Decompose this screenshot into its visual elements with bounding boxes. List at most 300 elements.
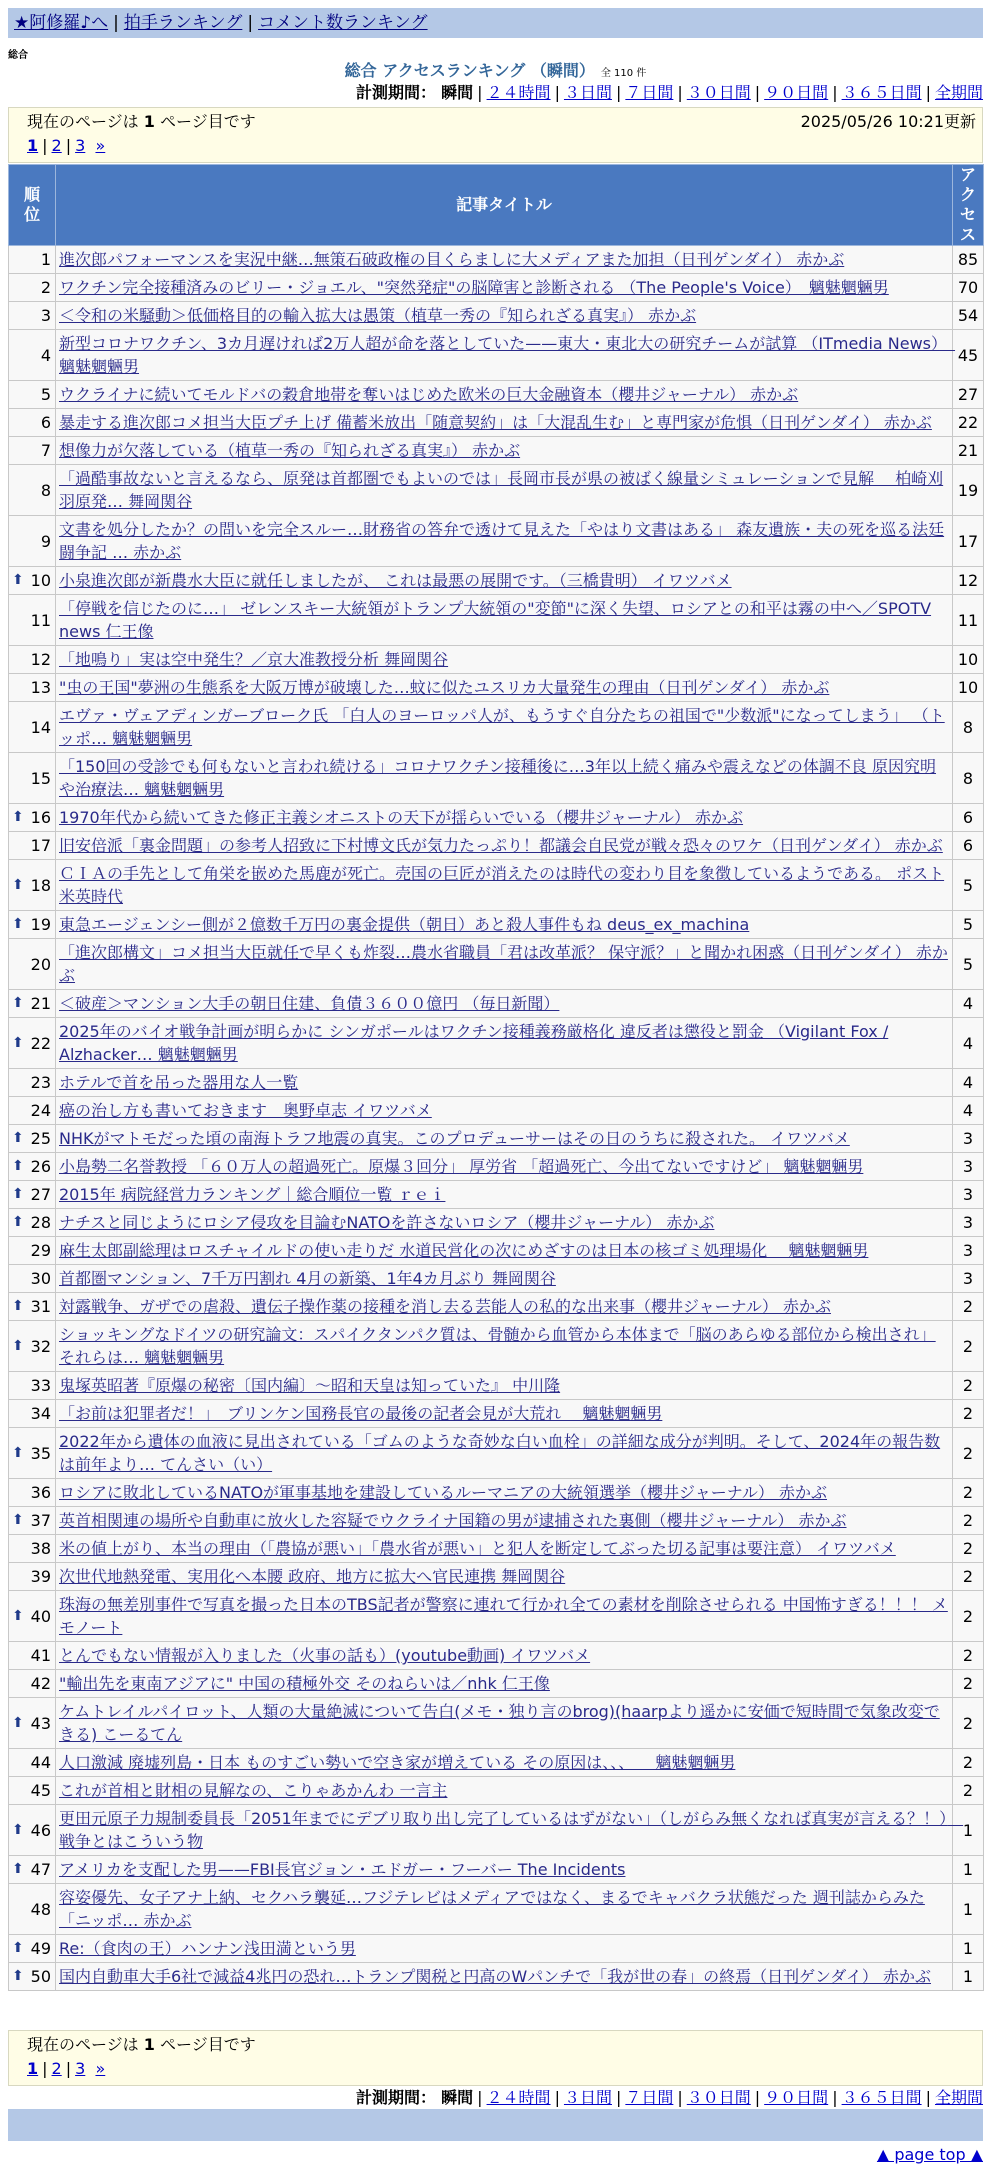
rank-cell — [9, 1535, 56, 1563]
article-link[interactable]: 1970年代から続いてきた修正主義シオニストの天下が揺らいでいる（櫻井ジャーナル） 赤かぶ — [59, 808, 744, 827]
article-link[interactable]: 想像力が欠落している（植草一秀の『知られざる真実』） 赤かぶ — [59, 441, 521, 460]
rank-cell — [9, 832, 56, 860]
title-cell — [56, 330, 956, 381]
table-row — [9, 1237, 984, 1265]
rank-number: 5 — [40, 385, 51, 404]
page-info-top — [8, 107, 983, 163]
access-count: 1 — [953, 1805, 984, 1856]
table-header-row — [9, 165, 984, 246]
article-link[interactable]: 暴走する進次郎コメ担当大臣プチ上げ 備蓄米放出「随意契約」は「大混乱生む」と専門家が危惧（日刊ゲンダイ） 赤かぶ — [59, 413, 932, 432]
title-cell — [56, 990, 953, 1018]
article-link[interactable]: ナチスと同じようにロシア侵攻を目論むNATOを許さないロシア（櫻井ジャーナル） 赤かぶ — [59, 1213, 715, 1232]
rank-number: 31 — [30, 1297, 51, 1316]
table-row — [9, 1097, 984, 1125]
pager-bottom: 1 | 2 | 3 » — [27, 2059, 106, 2078]
rank-number: 23 — [30, 1073, 51, 1092]
article-link[interactable]: 「150回の受診でも何もないと言われ続ける」コロナワクチン接種後に…3年以上続く痛みや震えなどの体調不良 原因究明や治療法… 魑魅魍魎男 — [59, 757, 937, 799]
article-link[interactable]: 次世代地熱発電、実用化へ本腰 政府、地方に拡大へ官民連携 舞岡関谷 — [59, 1567, 566, 1586]
header-title: 記事タイトル — [56, 165, 953, 246]
access-count: 2 — [953, 1507, 984, 1535]
rank-cell — [9, 1884, 56, 1935]
period-link-3d-bottom[interactable]: ３日間 — [563, 2088, 612, 2107]
up-arrow-icon: ⬆ — [12, 1034, 24, 1051]
title-cell — [56, 702, 953, 753]
pager-top: 1 | 2 | 3 » — [27, 136, 106, 155]
table-row — [9, 516, 984, 567]
pager-page-1[interactable]: 1 — [27, 136, 39, 155]
title-cell — [56, 409, 953, 437]
access-count: 4 — [953, 1018, 984, 1069]
title-cell — [56, 1479, 953, 1507]
table-row — [9, 832, 984, 860]
article-link[interactable]: これが首相と財相の見解なの、こりゃあかんわ 一言主 — [59, 1781, 448, 1800]
article-link[interactable]: ＜破産＞マンション大手の朝日住建、負債３６００億円 （毎日新聞） — [59, 994, 560, 1013]
article-link[interactable]: 癌の治し方も書いておきます 奥野卓志 イワツバメ — [59, 1101, 432, 1120]
rank-cell — [9, 702, 56, 753]
rank-number: 17 — [30, 836, 51, 855]
title-cell — [56, 1321, 953, 1372]
title-cell — [56, 1591, 953, 1642]
table-row — [9, 274, 984, 302]
table-row — [9, 1507, 984, 1535]
table-row — [9, 1963, 984, 1991]
title-cell — [56, 804, 953, 832]
rank-cell — [9, 1069, 56, 1097]
title-cell — [56, 1018, 953, 1069]
rank-cell — [9, 1856, 56, 1884]
rank-number: 14 — [30, 717, 51, 737]
rank-number: 25 — [30, 1129, 51, 1148]
access-count: 2 — [953, 1749, 984, 1777]
article-link[interactable]: 首都圏マンション、7千万円割れ 4月の新築、1年4カ月ぶり 舞岡関谷 — [59, 1269, 556, 1288]
rank-cell — [9, 1293, 56, 1321]
up-arrow-icon: ⬆ — [12, 1158, 24, 1174]
up-arrow-icon: ⬆ — [12, 1714, 24, 1731]
article-link[interactable]: 国内自動車大手6社で減益4兆円の恐れ…トランプ関税と円高のWパンチで「我が世の春」の終焉（日刊ゲンダイ） 赤かぶ — [59, 1967, 931, 1986]
rank-cell — [9, 1400, 56, 1428]
article-link[interactable]: 小島勢二名誉教授 「６０万人の超過死亡。原爆３回分」 厚労省 「超過死亡、今出てないですけど」 魑魅魍魎男 — [59, 1157, 864, 1176]
rank-number: 38 — [30, 1539, 51, 1558]
rank-cell — [9, 567, 56, 595]
title-cell — [56, 381, 953, 409]
up-arrow-icon: ⬆ — [12, 1821, 24, 1838]
access-count: 5 — [953, 939, 984, 990]
table-row — [9, 1805, 984, 1856]
rank-number: 45 — [30, 1781, 51, 1800]
title-cell — [56, 595, 953, 646]
rank-number: 18 — [30, 875, 51, 895]
title-cell — [56, 1563, 953, 1591]
rank-number: 9 — [40, 531, 51, 551]
up-arrow-icon: ⬆ — [12, 1337, 24, 1354]
access-count: 3 — [953, 1153, 984, 1181]
article-link[interactable]: アメリカを支配した男——FBI長官ジョン・エドガー・フーバー The Incidents — [59, 1860, 626, 1879]
title-cell — [56, 832, 953, 860]
article-link[interactable]: 鬼塚英昭著『原爆の秘密〔国内編〕～昭和天皇は知っていた』 中川隆 — [59, 1376, 561, 1395]
pager-page-3-bottom[interactable]: 3 — [75, 2059, 86, 2078]
article-link[interactable]: 英首相関連の場所や自動車に放火した容疑でウクライナ国籍の男が逮捕された裏側（櫻井ジャーナル） 赤かぶ — [59, 1511, 847, 1530]
page-top-link[interactable]: ▲ page top ▲ — [876, 2145, 983, 2164]
title-cell — [56, 860, 953, 911]
article-link[interactable]: ケムトレイルパイロット、人類の大量絶滅について告白(メモ・独り言のbrog)(haarpより遥かに安価で短時間で気象改変できる) こーるてん — [59, 1702, 940, 1744]
period-selector-bottom: 計測期間： 瞬間 | ２４時間 | ３日間 | ７日間 | ３０日間 | ９０日間 | ３６５日間 | 全期間 — [356, 2088, 983, 2107]
period-link-all[interactable]: 全期間 — [934, 83, 983, 102]
table-row — [9, 1209, 984, 1237]
rank-cell — [9, 1018, 56, 1069]
ranking-table — [8, 164, 984, 1991]
rank-cell — [9, 1642, 56, 1670]
title-cell — [56, 1535, 953, 1563]
up-arrow-icon: ⬆ — [12, 1512, 24, 1528]
article-link[interactable]: ＣＩＡの手先として角栄を嵌めた馬鹿が死亡。売国の巨匠が消えたのは時代の変わり目を象徴しているようである。 ポスト米英時代 — [59, 864, 945, 906]
rank-cell — [9, 330, 56, 381]
nav-link-asyura[interactable]: ★阿修羅♪へ — [14, 13, 109, 33]
article-link[interactable]: 「停戦を信じたのに…」 ゼレンスキー大統領がトランプ大統領の"変節"に深く失望、ロシアとの和平は霧の中へ／SPOTV news 仁王像 — [59, 599, 932, 641]
up-arrow-icon: ⬆ — [12, 1607, 24, 1624]
title-cell — [56, 302, 953, 330]
title-cell — [56, 1749, 953, 1777]
table-row — [9, 1372, 984, 1400]
access-count: 6 — [953, 832, 984, 860]
page-title-text: 総合 アクセスランキング （瞬間） — [344, 61, 595, 80]
table-row — [9, 1856, 984, 1884]
rank-number: 8 — [40, 480, 51, 500]
title-cell — [56, 1209, 953, 1237]
rank-number: 11 — [30, 610, 51, 630]
rank-number: 24 — [30, 1101, 51, 1120]
table-row — [9, 911, 984, 939]
table-row — [9, 990, 984, 1018]
table-row — [9, 1293, 984, 1321]
access-count: 19 — [953, 465, 984, 516]
rank-number: 3 — [40, 306, 51, 325]
access-count: 5 — [953, 860, 984, 911]
title-cell — [56, 1428, 953, 1479]
access-count: 4 — [953, 990, 984, 1018]
access-count: 1 — [953, 1856, 984, 1884]
access-count: 17 — [953, 516, 984, 567]
access-count: 2 — [953, 1400, 984, 1428]
access-count: 3 — [953, 1125, 984, 1153]
up-arrow-icon: ⬆ — [12, 995, 24, 1011]
title-cell — [56, 1237, 953, 1265]
table-row — [9, 1400, 984, 1428]
rank-cell — [9, 516, 56, 567]
table-row — [9, 246, 984, 274]
rank-number: 1 — [40, 250, 51, 269]
rank-number: 10 — [30, 571, 51, 590]
rank-cell — [9, 939, 56, 990]
article-link[interactable]: 「進次郎構文」コメ担当大臣就任で早くも炸裂…農水省職員「君は改革派？ 保守派？」と聞かれ困惑（日刊ゲンダイ） 赤かぶ — [59, 943, 948, 985]
rank-number: 33 — [30, 1376, 51, 1395]
table-row — [9, 1181, 984, 1209]
table-row — [9, 1153, 984, 1181]
rank-number: 41 — [30, 1646, 51, 1665]
access-count: 54 — [953, 302, 984, 330]
title-cell — [56, 1507, 953, 1535]
access-count: 45 — [953, 330, 984, 381]
access-count: 2 — [953, 1293, 984, 1321]
article-link[interactable]: 容姿優先、女子アナ上納、セクハラ襲延…フジテレビはメディアではなく、まるでキャバクラ状態だった 週刊誌からみた「ニッポ… 赤かぶ — [59, 1888, 925, 1930]
rank-number: 22 — [30, 1033, 51, 1053]
period-link-all-bottom[interactable]: 全期間 — [934, 2088, 983, 2107]
pager-next[interactable]: » — [95, 136, 106, 155]
article-link[interactable]: 進次郎パフォーマンスを実況中継…無策石破政権の目くらましに大メディアまた加担（日刊ゲンダイ） 赤かぶ — [59, 250, 845, 269]
access-count: 2 — [953, 1372, 984, 1400]
rank-cell — [9, 1479, 56, 1507]
rank-number: 40 — [30, 1606, 51, 1626]
title-cell — [56, 1265, 953, 1293]
table-row — [9, 804, 984, 832]
rank-number: 44 — [30, 1753, 51, 1772]
access-count: 5 — [953, 911, 984, 939]
rank-cell — [9, 437, 56, 465]
period-link-90d[interactable]: ９０日間 — [764, 83, 829, 102]
article-link[interactable]: ＜令和の米騒動＞低価格目的の輸入拡大は愚策（植草一秀の『知られざる真実』） 赤かぶ — [59, 306, 697, 325]
table-row — [9, 1591, 984, 1642]
rank-number: 15 — [30, 768, 51, 788]
access-count: 21 — [953, 437, 984, 465]
article-link[interactable]: 「お前は犯罪者だ！」 ブリンケン国務長官の最後の記者会見が大荒れ 魑魅魍魎男 — [59, 1404, 663, 1423]
period-link-30d[interactable]: ３０日間 — [686, 83, 751, 102]
table-row — [9, 1428, 984, 1479]
rank-cell — [9, 860, 56, 911]
rank-cell — [9, 246, 56, 274]
article-link[interactable]: 文書を処分したか？の問いを完全スルー…財務省の答弁で透けて見えた「やはり文書はある」 森友遺族・夫の死を巡る法廷闘争記 … 赤かぶ — [59, 520, 945, 562]
period-link-24h[interactable]: ２４時間 — [486, 83, 551, 102]
rank-number: 36 — [30, 1483, 51, 1502]
rank-number: 12 — [30, 650, 51, 669]
current-page-text-bottom: 現在のページは 1 ページ目です — [27, 2035, 256, 2054]
article-link[interactable]: とんでもない情報が入りました（火事の話も）(youtube動画) イワツバメ — [59, 1646, 591, 1665]
title-cell — [56, 1805, 964, 1856]
rank-number: 16 — [30, 808, 51, 827]
access-count: 1 — [953, 1935, 984, 1963]
current-page-text: 現在のページは 1 ページ目です — [27, 112, 256, 131]
table-row — [9, 702, 984, 753]
article-link[interactable]: "虫の王国"夢洲の生態系を大阪万博が破壊した…蚊に似たユスリカ大量発生の理由（日刊ゲンダイ） 赤かぶ — [59, 678, 830, 697]
period-selector-top: 計測期間： 瞬間 | ２４時間 | ３日間 | ７日間 | ３０日間 | ９０日間 | ３６５日間 | 全期間 — [356, 83, 983, 102]
article-link[interactable]: 珠海の無差別事件で写真を撮った日本のTBS記者が警察に連れて行かれ全ての素材を削除させられる 中国怖すぎる！！！ メモノート — [59, 1595, 948, 1637]
table-row — [9, 465, 984, 516]
category-label: 総合 — [8, 50, 28, 61]
article-link[interactable]: 新型コロナワクチン、3カ月遅ければ2万人超が命を落としていた——東大・東北大の研究チームが試算 （ITmedia News） 魑魅魍魎男 — [59, 334, 956, 376]
period-link-365d-bottom[interactable]: ３６５日間 — [841, 2088, 922, 2107]
access-count: 6 — [953, 804, 984, 832]
pager-page-2[interactable]: 2 — [51, 136, 62, 155]
access-count: 11 — [953, 595, 984, 646]
period-link-24h-bottom[interactable]: ２４時間 — [486, 2088, 551, 2107]
title-cell — [56, 1181, 953, 1209]
rank-cell — [9, 1563, 56, 1591]
period-link-90d-bottom[interactable]: ９０日間 — [764, 2088, 829, 2107]
title-cell — [56, 1935, 953, 1963]
article-link[interactable]: 麻生太郎副総理はロスチャイルドの使い走りだ 水道民営化の次にめざすのは日本の核ゴミ処理場化 魑魅魍魎男 — [59, 1241, 869, 1260]
title-cell — [56, 1777, 953, 1805]
rank-cell — [9, 1507, 56, 1535]
rank-number: 39 — [30, 1567, 51, 1586]
rank-number: 35 — [30, 1443, 51, 1463]
period-link-3d[interactable]: ３日間 — [563, 83, 612, 102]
article-link[interactable]: 米の値上がり、本当の理由（「農協が悪い」「農水省が悪い」と犯人を断定してぶった切る記事は要注意） イワツバメ — [59, 1539, 896, 1558]
nav-separator: | — [113, 13, 119, 33]
access-count: 22 — [953, 409, 984, 437]
article-link[interactable]: 東急エージェンシー側が２億数千万円の裏金提供（朝日）あと殺人事件もね deus_ex_machina — [59, 915, 750, 934]
rank-cell — [9, 1805, 56, 1856]
nav-link-comment-ranking[interactable]: コメント数ランキング — [258, 13, 428, 33]
title-cell — [56, 1400, 953, 1428]
up-arrow-icon: ⬆ — [12, 1968, 24, 1984]
title-cell — [56, 1293, 953, 1321]
up-arrow-icon: ⬆ — [12, 1940, 24, 1956]
article-link[interactable]: "輸出先を東南アジアに" 中国の積極外交 そのねらいは／nhk 仁王像 — [59, 1674, 550, 1693]
access-count: 4 — [953, 1069, 984, 1097]
title-cell — [56, 1153, 953, 1181]
table-row — [9, 437, 984, 465]
title-cell — [56, 911, 953, 939]
article-link[interactable]: 2015年 病院経営力ランキング｜総合順位一覧 ｒｅｉ — [59, 1185, 446, 1204]
table-row — [9, 1563, 984, 1591]
access-count: 10 — [953, 674, 984, 702]
up-arrow-icon: ⬆ — [12, 1186, 24, 1202]
page-top-link-wrap — [877, 2144, 983, 2166]
title-cell — [56, 646, 953, 674]
rank-cell — [9, 1209, 56, 1237]
article-link[interactable]: 「過酷事故ないと言えるなら、原発は首都圏でもよいのでは」長岡市長が県の被ばく線量シミュレーションで見解 柏崎刈羽原発… 舞岡関谷 — [59, 469, 944, 511]
article-link[interactable]: 人口激減 廃墟列島・日本 ものすごい勢いで空き家が増えている その原因は、、、 魑魅魍魎男 — [59, 1753, 736, 1772]
article-link[interactable]: ウクライナに続いてモルドバの穀倉地帯を奪いはじめた欧米の巨大金融資本（櫻井ジャーナル） 赤かぶ — [59, 385, 799, 404]
rank-number: 2 — [40, 278, 51, 297]
period-link-30d-bottom[interactable]: ３０日間 — [686, 2088, 751, 2107]
access-count: 2 — [953, 1670, 984, 1698]
title-cell — [56, 1097, 953, 1125]
access-count: 3 — [953, 1265, 984, 1293]
page-info-bottom — [8, 2030, 983, 2086]
rank-cell — [9, 1670, 56, 1698]
access-count: 2 — [953, 1321, 984, 1372]
rank-cell — [9, 1237, 56, 1265]
ranking-table-body — [9, 246, 984, 1991]
up-arrow-icon: ⬆ — [12, 1214, 24, 1230]
title-cell — [56, 246, 953, 274]
rank-number: 50 — [30, 1967, 51, 1986]
total-count: 全 110 件 — [600, 68, 647, 79]
article-link[interactable]: NHKがマトモだった頃の南海トラフ地震の真実。このプロデューサーはその日のうちに殺された。 イワツバメ — [59, 1129, 850, 1148]
rank-cell — [9, 1097, 56, 1125]
rank-number: 47 — [30, 1860, 51, 1879]
table-row — [9, 939, 984, 990]
article-link[interactable]: ロシアに敗北しているNATOが軍事基地を建設しているルーマニアの大統領選挙（櫻井ジャーナル） 赤かぶ — [59, 1483, 828, 1502]
table-row — [9, 1670, 984, 1698]
rank-number: 19 — [30, 915, 51, 934]
table-row — [9, 1535, 984, 1563]
rank-number: 26 — [30, 1157, 51, 1176]
title-cell — [56, 1670, 953, 1698]
table-row — [9, 1935, 984, 1963]
pager-page-2-bottom[interactable]: 2 — [51, 2059, 62, 2078]
table-row — [9, 567, 984, 595]
table-row — [9, 1321, 984, 1372]
rank-number: 21 — [30, 994, 51, 1013]
article-link[interactable]: 小泉進次郎が新農水大臣に就任しましたが、 これは最悪の展開です。（三橋貴明） イワツバメ — [59, 571, 732, 590]
access-count: 1 — [953, 1963, 984, 1991]
article-link[interactable]: 「地鳴り」実は空中発生？／京大准教授分析 舞岡関谷 — [59, 650, 449, 669]
rank-number: 37 — [30, 1511, 51, 1530]
period-link-7d[interactable]: ７日間 — [625, 83, 674, 102]
rank-cell — [9, 1153, 56, 1181]
table-row — [9, 302, 984, 330]
article-link[interactable]: Re:（食肉の王）ハンナン浅田満という男 — [59, 1939, 356, 1958]
rank-cell — [9, 1591, 56, 1642]
access-count: 2 — [953, 1642, 984, 1670]
access-count: 2 — [953, 1777, 984, 1805]
title-cell — [56, 1372, 953, 1400]
article-link[interactable]: エヴァ・ヴェアディンガーブローク氏 「白人のヨーロッパ人が、もうすぐ自分たちの祖国で"少数派"になってしまう」 （トッポ… 魑魅魍魎男 — [59, 706, 945, 748]
rank-cell — [9, 1698, 56, 1749]
article-link[interactable]: 更田元原子力規制委員長「2051年までにデブリ取り出し完了しているはずがない」（しがらみ無くなれば真実が言える？！） 戦争とはこういう物 — [59, 1809, 964, 1851]
up-arrow-icon: ⬆ — [12, 1298, 24, 1314]
table-row — [9, 1749, 984, 1777]
title-cell — [56, 753, 953, 804]
nav-separator: | — [247, 13, 254, 33]
article-link[interactable]: 旧安倍派「裏金問題」の参考人招致に下村博文氏が気力たっぷり！都議会自民党が戦々恐々のワケ（日刊ゲンダイ） 赤かぶ — [59, 836, 943, 855]
nav-link-applause-ranking[interactable]: 拍手ランキング — [123, 13, 243, 33]
top-nav-bar — [8, 8, 983, 38]
article-link[interactable]: ワクチン完全接種済みのビリー・ジョエル、"突然発症"の脳障害と診断される （The People's Voice） 魑魅魍魎男 — [59, 278, 889, 297]
current-page-num: 1 — [143, 112, 155, 131]
rank-cell — [9, 1963, 56, 1991]
header-access: アクセス — [953, 165, 984, 246]
table-row — [9, 1642, 984, 1670]
article-link[interactable]: 2022年から遺体の血液に見出されている「ゴムのような奇妙な白い血栓」の詳細な成分が判明。そして、2024年の報告数は前年より… てんさい（い） — [59, 1432, 941, 1474]
up-arrow-icon: ⬆ — [12, 916, 24, 932]
title-cell — [56, 1698, 953, 1749]
table-row — [9, 1069, 984, 1097]
rank-number: 20 — [30, 954, 51, 974]
title-cell — [56, 437, 953, 465]
title-cell — [56, 1069, 953, 1097]
up-arrow-icon: ⬆ — [12, 876, 24, 893]
pager-page-1-bottom[interactable]: 1 — [27, 2059, 39, 2078]
table-row — [9, 646, 984, 674]
pager-page-3[interactable]: 3 — [75, 136, 86, 155]
access-count: 1 — [953, 1884, 984, 1935]
title-cell — [56, 1963, 953, 1991]
up-arrow-icon: ⬆ — [12, 1861, 24, 1877]
rank-number: 28 — [30, 1213, 51, 1232]
period-link-365d[interactable]: ３６５日間 — [841, 83, 922, 102]
article-link[interactable]: ショッキングなドイツの研究論文：スパイクタンパク質は、骨髄から血管から本体まで「脳のあらゆる部位から検出され」それらは… 魑魅魍魎男 — [59, 1325, 936, 1367]
title-cell — [56, 1856, 953, 1884]
table-row — [9, 1265, 984, 1293]
access-count: 2 — [953, 1428, 984, 1479]
period-link-7d-bottom[interactable]: ７日間 — [625, 2088, 674, 2107]
period-current: 瞬間 — [441, 83, 474, 102]
access-count: 8 — [953, 702, 984, 753]
article-link[interactable]: 対露戦争、ガザでの虐殺、遺伝子操作薬の接種を消し去る芸能人の私的な出来事（櫻井ジャーナル） 赤かぶ — [59, 1297, 831, 1316]
access-count: 4 — [953, 1097, 984, 1125]
rank-cell — [9, 804, 56, 832]
rank-cell — [9, 409, 56, 437]
up-arrow-icon: ⬆ — [12, 1130, 24, 1146]
access-count: 2 — [953, 1563, 984, 1591]
article-link[interactable]: ホテルで首を吊った器用な人一覧 — [59, 1073, 299, 1092]
table-row — [9, 595, 984, 646]
rank-cell — [9, 674, 56, 702]
access-count: 10 — [953, 646, 984, 674]
article-link[interactable]: 2025年のバイオ戦争計画が明らかに シンガポールはワクチン接種義務厳格化 違反者は懲役と罰金 （Vigilant Fox / Alzhacker… 魑魅魍魎男 — [59, 1022, 889, 1064]
pager-next-bottom[interactable]: » — [95, 2059, 106, 2078]
